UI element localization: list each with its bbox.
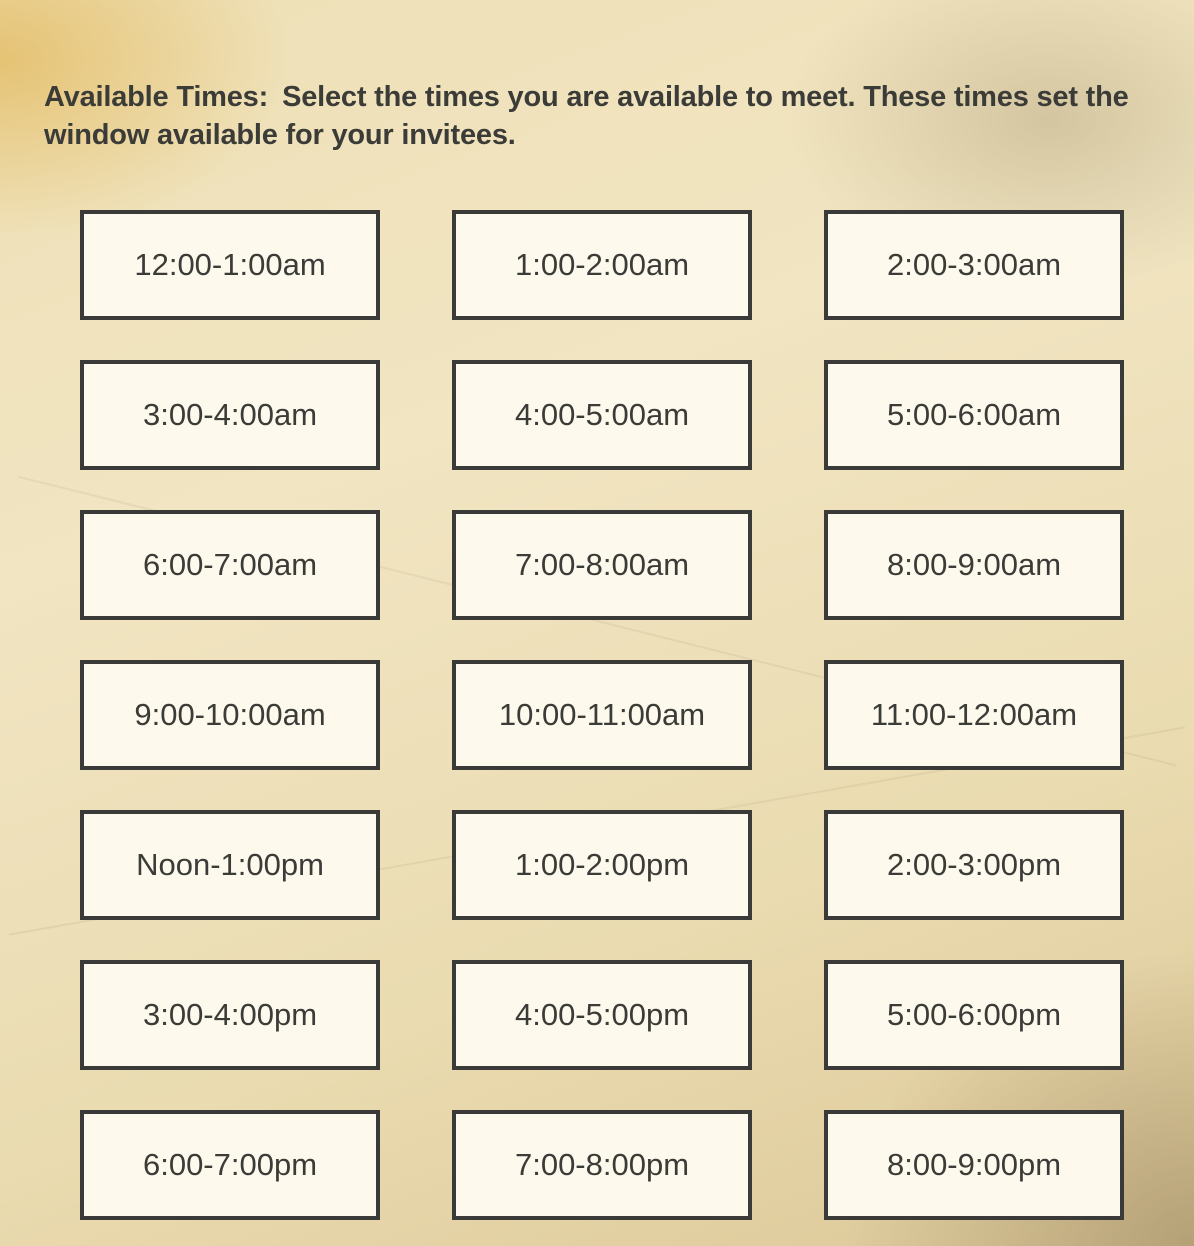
available-times-label: Available Times: — [44, 81, 269, 113]
time-slot-button[interactable]: 1:00-2:00pm — [452, 810, 752, 920]
time-slot-button[interactable]: 7:00-8:00am — [452, 510, 752, 620]
time-slot-button[interactable]: 11:00-12:00am — [824, 660, 1124, 770]
time-slot-button[interactable]: 1:00-2:00am — [452, 210, 752, 320]
time-slot-button[interactable]: 5:00-6:00pm — [824, 960, 1124, 1070]
time-slot-button[interactable]: 5:00-6:00am — [824, 360, 1124, 470]
time-slot-button[interactable]: 10:00-11:00am — [452, 660, 752, 770]
time-slot-button[interactable]: 8:00-9:00pm — [824, 1110, 1124, 1220]
time-slot-button[interactable]: 9:00-10:00am — [80, 660, 380, 770]
time-slot-button[interactable]: 7:00-8:00pm — [452, 1110, 752, 1220]
time-slot-button[interactable]: Noon-1:00pm — [80, 810, 380, 920]
time-slot-button[interactable]: 12:00-1:00am — [80, 210, 380, 320]
time-slot-button[interactable]: 2:00-3:00pm — [824, 810, 1124, 920]
time-slot-button[interactable]: 3:00-4:00pm — [80, 960, 380, 1070]
time-slot-grid — [80, 210, 1124, 1220]
time-slot-button[interactable]: 6:00-7:00pm — [80, 1110, 380, 1220]
time-slot-button[interactable]: 2:00-3:00am — [824, 210, 1124, 320]
time-slot-button[interactable]: 6:00-7:00am — [80, 510, 380, 620]
available-times-header — [44, 78, 1184, 154]
time-slot-button[interactable]: 4:00-5:00am — [452, 360, 752, 470]
time-slot-button[interactable]: 3:00-4:00am — [80, 360, 380, 470]
available-times-description: Select the times you are available to meet. These times set the window available for your invitees. — [44, 81, 1129, 151]
time-slot-button[interactable]: 8:00-9:00am — [824, 510, 1124, 620]
time-slot-button[interactable]: 4:00-5:00pm — [452, 960, 752, 1070]
